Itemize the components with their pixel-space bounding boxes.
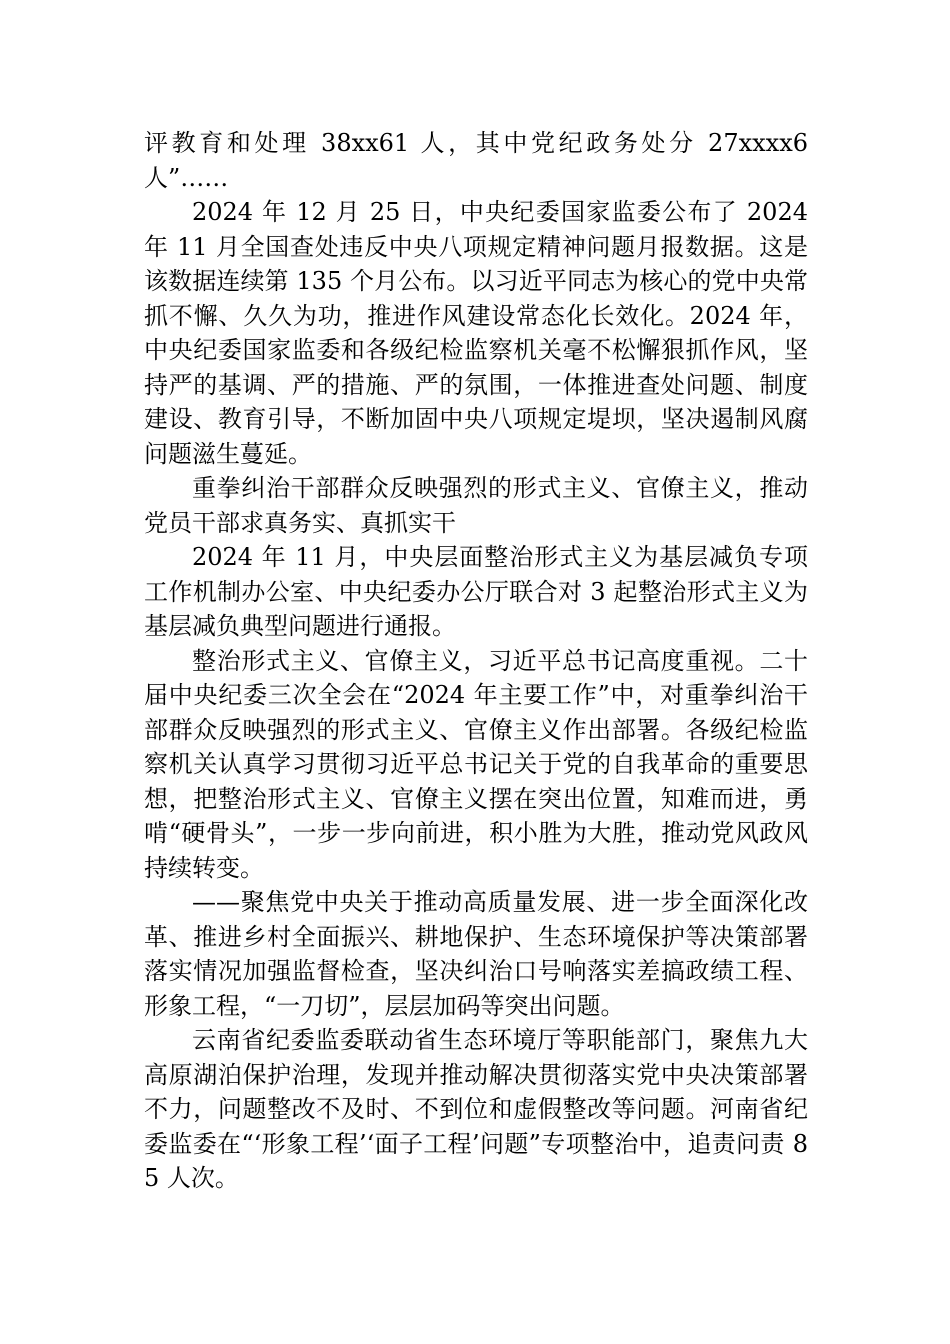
paragraph-6: ——聚焦党中央关于推动高质量发展、进一步全面深化改革、推进乡村全面振兴、耕地保护、生态环境保护等决策部署落实情况加强监督检查，坚决纠治口号响落实差搞政绩工程、形象工程，“一刀切”，层层加码等突出问题。 — [144, 888, 808, 1020]
document-body — [144, 126, 808, 1196]
paragraph-5: 整治形式主义、官僚主义，习近平总书记高度重视。二十届中央纪委三次全会在“2024 年主要工作”中，对重拳纠治干部群众反映强烈的形式主义、官僚主义作出部署。各级纪检监察机关认真学习贯彻习近平总书记关于党的自我革命的重要思想，把整治形式主义、官僚主义摆在突出位置，知难而进，勇啃“硬骨头”，一步一步向前进，积小胜为大胜，推动党风政风持续转变。 — [144, 646, 808, 882]
paragraph-4: 2024 年 11 月，中央层面整治形式主义为基层减负专项工作机制办公室、中央纪委办公厅联合对 3 起整治形式主义为基层减负典型问题进行通报。 — [144, 543, 808, 640]
paragraph-7: 云南省纪委监委联动省生态环境厅等职能部门，聚焦九大高原湖泊保护治理，发现并推动解决贯彻落实党中央决策部署不力，问题整改不及时、不到位和虚假整改等问题。河南省纪委监委在“‘形象工程’‘面子工程’问题”专项整治中，追责问责 85 人次。 — [144, 1026, 808, 1192]
paragraph-3: 重拳纠治干部群众反映强烈的形式主义、官僚主义，推动党员干部求真务实、真抓实干 — [144, 474, 808, 537]
paragraph-1: 评教育和处理 38xx61 人，其中党纪政务处分 27xxxx6 人”…… — [144, 129, 808, 192]
paragraph-2: 2024 年 12 月 25 日，中央纪委国家监委公布了 2024 年 11 月全国查处违反中央八项规定精神问题月报数据。这是该数据连续第 135 个月公布。以习近平同志为核心的党中央常抓不懈、久久为功，推进作风建设常态化长效化。2024 年，中央纪委国家监委和各级纪检监察机关毫不松懈狠抓作风，坚持严的基调、严的措施、严的氛围，一体推进查处问题、制度建设、教育引导，不断加固中央八项规定堤坝，坚决遏制风腐问题滋生蔓延。 — [144, 198, 808, 468]
